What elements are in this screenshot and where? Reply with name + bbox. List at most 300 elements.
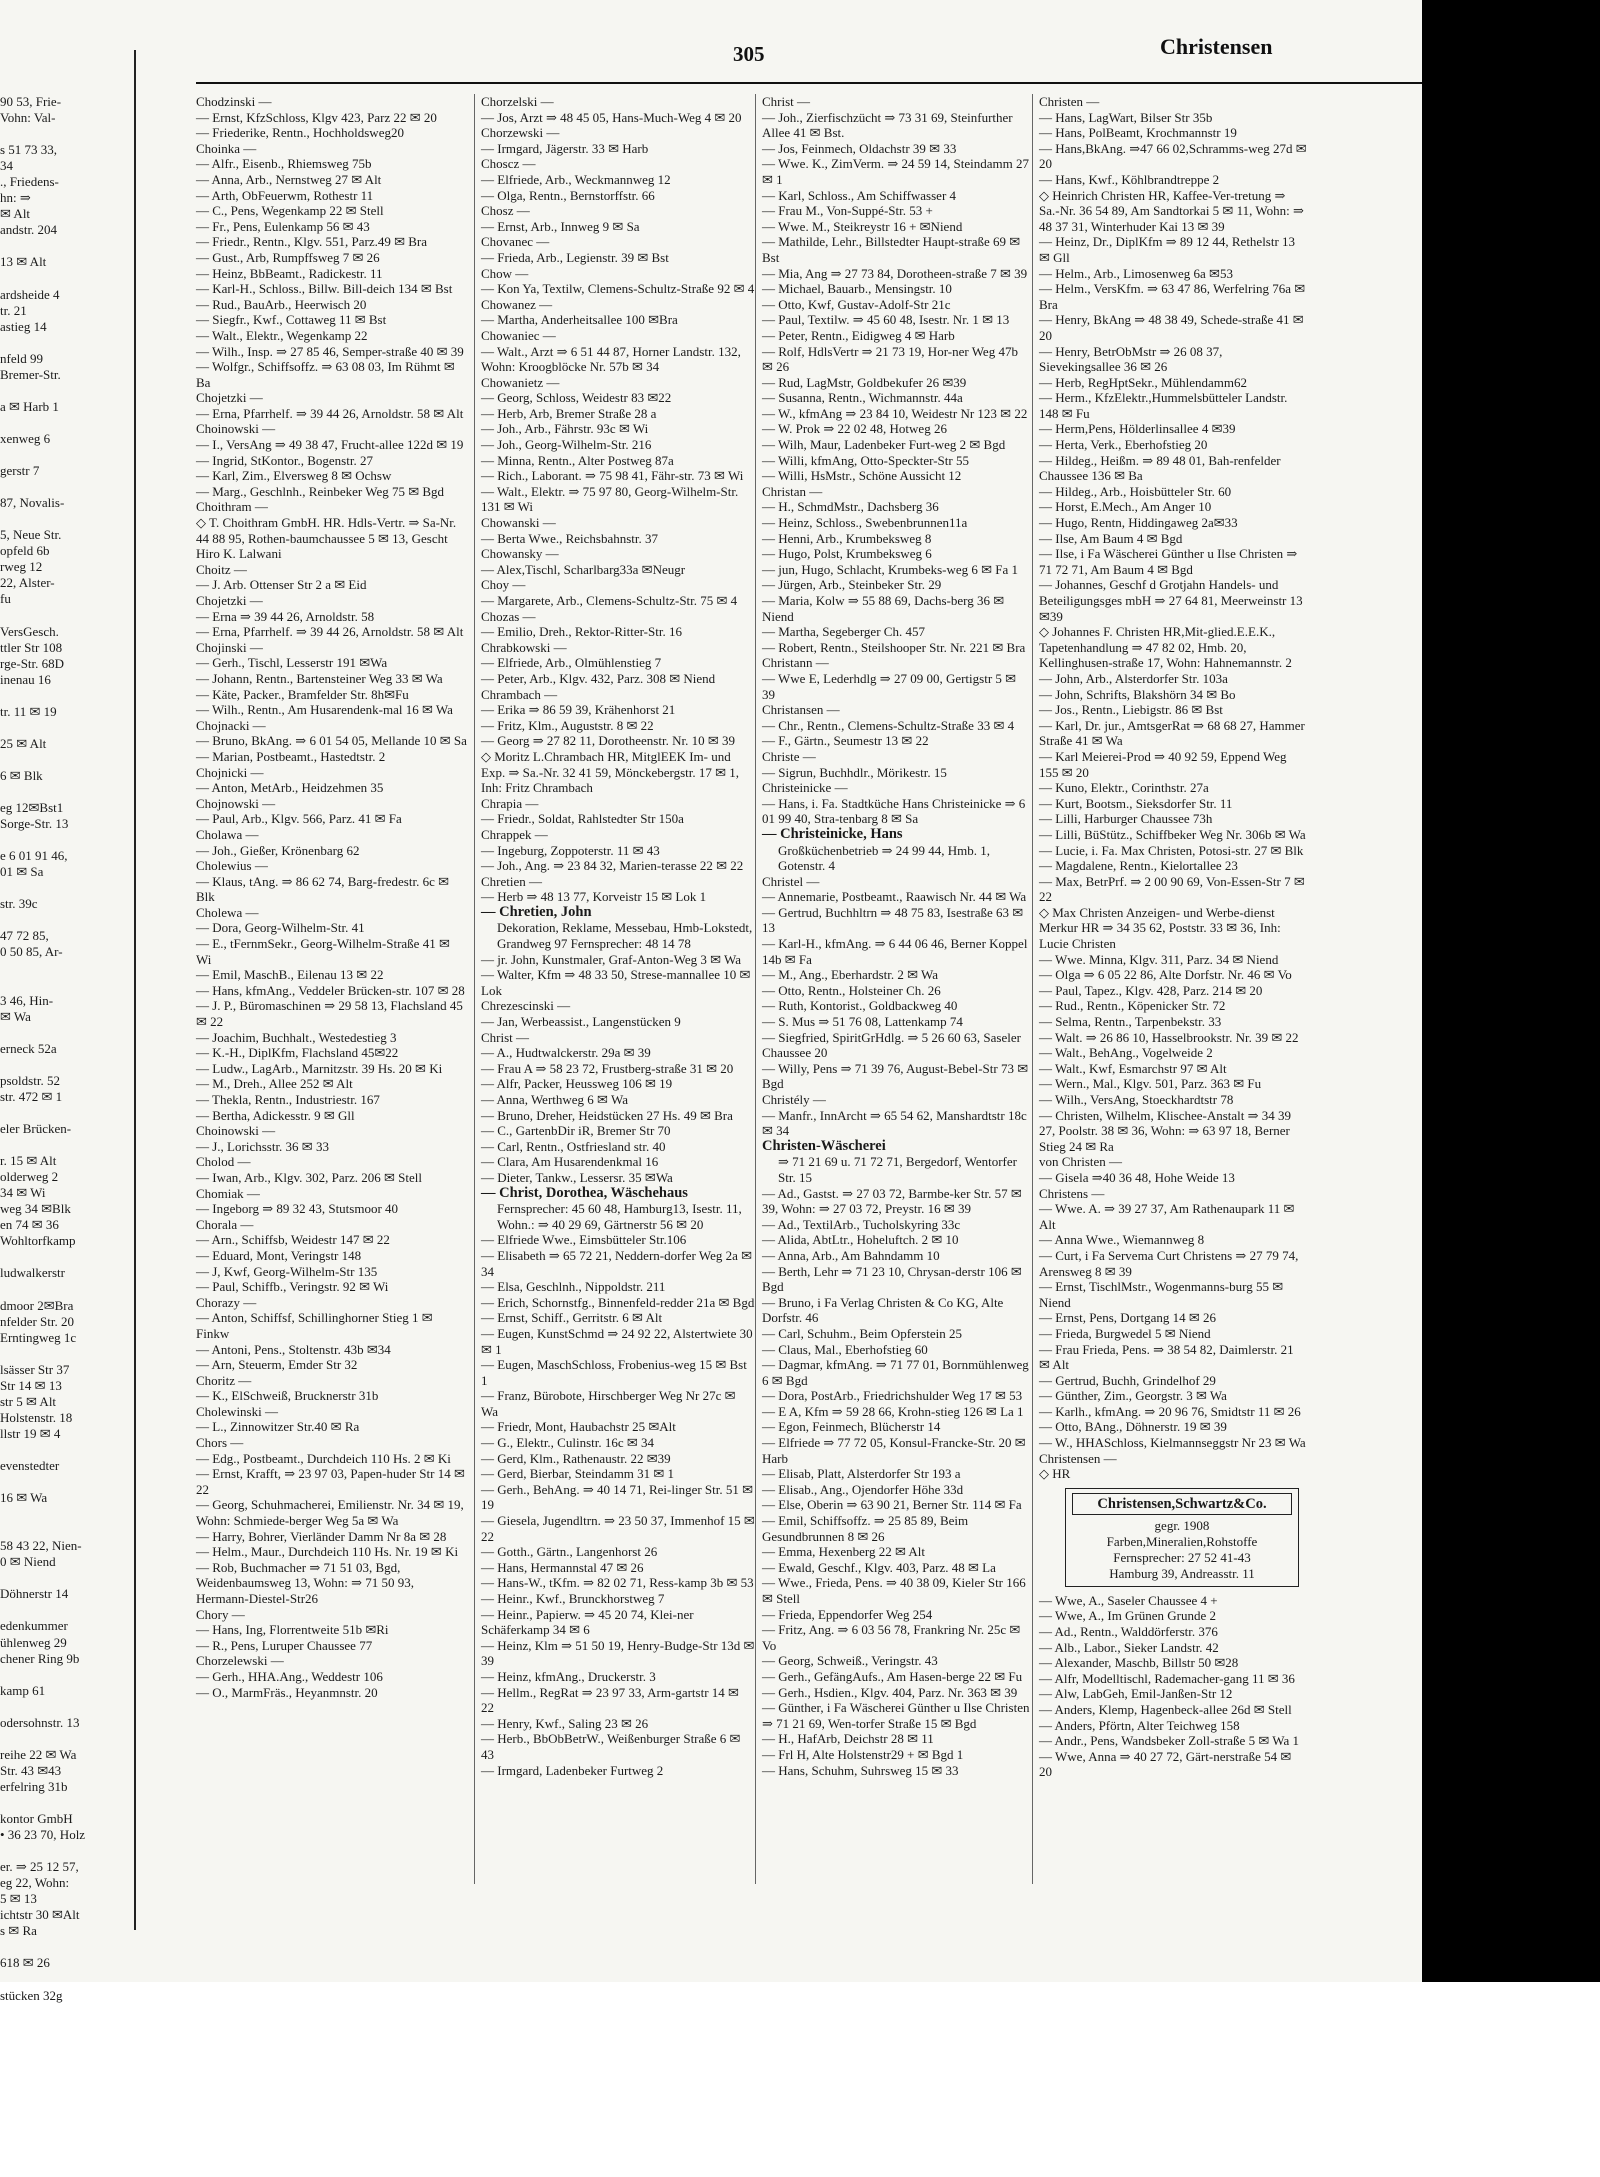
fragment-line: a ✉ Harb 1: [0, 398, 59, 414]
directory-entry: — Erich, Schornstfg., Binnenfeld-redder 21a ✉ Bgd: [481, 1294, 755, 1310]
directory-entry: — Rolf, HdlsVertr ⇒ 21 73 19, Hor-ner Weg 47b ✉ 26: [762, 343, 1018, 375]
fragment-line: 90 53, Frie-: [0, 94, 62, 109]
directory-entry: — Arn., Schiffsb, Weidestr 147 ✉ 22: [196, 1232, 390, 1248]
directory-entry: — Walt., Kwf, Esmarchstr 97 ✉ Alt: [1039, 1060, 1227, 1076]
fragment-line: 5, Neue Str.: [0, 527, 62, 543]
directory-entry: — Johannes, Geschf d Grotjahn Handels- und Beteiligungsges mbH ⇒ 27 64 81, Meerweinstr 13 ✉39: [1039, 577, 1303, 624]
fragment-line: [0, 1971, 132, 1987]
directory-entry: — Frl H, Alte Holstenstr29 + ✉ Bgd 1: [762, 1746, 964, 1762]
directory-entry: — Heinz, BbBeamt., Radickestr. 11: [196, 265, 383, 281]
directory-entry: — Curt, i Fa Servema Curt Christens ⇒ 27 79 74, Arensweg 8 ✉ 39: [1039, 1247, 1299, 1279]
directory-entry: Chrezescinski —: [481, 998, 571, 1014]
fragment-line: 22, Alster-: [0, 575, 55, 591]
directory-entry: — Peter, Rentn., Eidigweg 4 ✉ Harb: [762, 327, 955, 343]
fragment-line: gerstr 7: [0, 463, 40, 479]
directory-entry: — W., kfmAng ⇒ 23 84 10, Weidestr Nr 123 ✉ 22: [762, 405, 1028, 421]
directory-entry: — Emma, Hexenberg 22 ✉ Alt: [762, 1544, 926, 1560]
fragment-line: [0, 961, 132, 977]
directory-entry: — Alida, AbtLtr., Hoheluftch. 2 ✉ 10: [762, 1232, 959, 1248]
directory-entry: — Ilse, i Fa Wäscherei Günther u Ilse Christen ⇒ 71 72 71, Am Baum 4 ✉ Bgd: [1039, 546, 1298, 577]
directory-entry: — Elsa, Geschlnh., Nippoldstr. 211: [481, 1279, 666, 1295]
fragment-line: s 51 73 33,: [0, 142, 58, 158]
directory-entry: — Dagmar, kfmAng. ⇒ 71 77 01, Bornmühlenweg 6 ✉ Bgd: [762, 1357, 1029, 1388]
directory-entry: — Lilli, Harburger Chaussee 73h: [1039, 811, 1213, 827]
directory-entry: — Heinr., Papierw. ⇒ 45 20 74, Klei-ner Schäferkamp 34 ✉ 6: [481, 1606, 694, 1638]
fragment-line: kontor GmbH: [0, 1811, 73, 1827]
directory-entry: Chojnicki —: [196, 764, 264, 780]
fragment-line: 0 50 85, Ar-: [0, 944, 63, 960]
fragment-line: lsässer Str 37: [0, 1361, 70, 1377]
fragment-line: [0, 1025, 132, 1041]
directory-entry: — Karl, Zim., Elversweg 8 ✉ Ochsw: [196, 468, 392, 484]
directory-entry: Christel —: [762, 873, 820, 889]
directory-entry: Chojetzki —: [196, 390, 263, 406]
directory-entry: — Walt., BehAng., Vogelweide 2: [1039, 1045, 1213, 1061]
directory-entry: — Frieda, Burgwedel 5 ✉ Niend: [1039, 1325, 1211, 1341]
directory-entry: ◇ Heinrich Christen HR, Kaffee-Ver-tretung ⇒ Sa.-Nr. 36 54 89, Am Sandtorkai 5 ✉ 11, Wohn: ⇒ 48 37 31, Winterhuder Kai 13 ✉ 39: [1039, 187, 1304, 234]
running-head: Christensen: [1160, 34, 1273, 59]
directory-entry: — J, Kwf, Georg-Wilhelm-Str 135: [196, 1263, 378, 1279]
fragment-line: er. ⇒ 25 12 57,: [0, 1859, 79, 1875]
directory-entry: — Paul, Arb., Klgv. 566, Parz. 41 ✉ Fa: [196, 811, 402, 827]
directory-entry: — R., Pens, Luruper Chaussee 77: [196, 1637, 373, 1653]
directory-entry: — Edg., Postbeamt., Durchdeich 110 Hs. 2 ✉ Ki: [196, 1450, 451, 1466]
directory-entry: Chorazy —: [196, 1294, 257, 1310]
directory-entry: Chorala —: [196, 1216, 254, 1232]
directory-entry: — Hugo, Rentn, Hiddingaweg 2a✉33: [1039, 515, 1238, 531]
directory-entry: — Paul, Schiffb., Veringstr. 92 ✉ Wi: [196, 1279, 389, 1295]
directory-entry: Christe —: [762, 748, 816, 764]
directory-entry: — Carl, Rentn., Ostfriesland str. 40: [481, 1138, 666, 1154]
directory-entry: — Robert, Rentn., Steilshooper Str. Nr. 221 ✉ Bra: [762, 639, 1026, 655]
directory-entry: — Kurt, Bootsm., Sieksdorfer Str. 11: [1039, 795, 1233, 811]
directory-entry: — Heinz, Klm ⇒ 51 50 19, Henry-Budge-Str 13d ✉ 39: [481, 1637, 755, 1669]
directory-entry: — Manfr., InnArcht ⇒ 65 54 62, Manshardtstr 18c ✉ 34: [762, 1107, 1027, 1139]
directory-entry: — Anders, Klemp, Hagenbeck-allee 26d ✉ Stell: [1039, 1702, 1292, 1717]
fragment-line: s ✉ Ra: [0, 1923, 37, 1939]
directory-entry: — Hans, PolBeamt, Krochmannstr 19: [1039, 125, 1237, 141]
directory-entry: Chrapia —: [481, 795, 539, 811]
fragment-line: astieg 14: [0, 318, 47, 334]
directory-entry: — Hans, Hermannstal 47 ✉ 26: [481, 1559, 644, 1575]
directory-entry: — Walt., Elektr. ⇒ 75 97 80, Georg-Wilhelm-Str. 131 ✉ Wi: [481, 483, 739, 515]
directory-entry: Chozas —: [481, 608, 536, 624]
directory-entry: — Elisab., Ang., Ojendorfer Höhe 33d: [762, 1481, 964, 1497]
directory-entry: — Joachim, Buchhalt., Westedestieg 3: [196, 1029, 397, 1045]
directory-entry: — K., ElSchweiß, Brucknerstr 31b: [196, 1388, 379, 1404]
directory-entry: Chorzewski —: [481, 125, 560, 141]
directory-entry: — Magdalene, Rentn., Kielortallee 23: [1039, 858, 1238, 874]
directory-entry: Choscz —: [481, 156, 536, 172]
directory-entry: — Fritz, Ang. ⇒ 6 03 56 78, Frankring Nr. 25c ✉ Vo: [762, 1622, 1021, 1653]
fragment-line: ardsheide 4: [0, 286, 60, 302]
directory-entry: ◇ Max Christen Anzeigen- und Werbe-dienst Merkur HR ⇒ 34 35 62, Poststr. 33 ✉ 36, Inh: Lucie Christen: [1039, 904, 1281, 952]
directory-entry: — Fr., Pens, Eulenkamp 56 ✉ 43: [196, 218, 370, 234]
directory-entry: — Maria, Kolw ⇒ 55 88 69, Dachs-berg 36 ✉ Niend: [762, 593, 1005, 624]
directory-entry: — H., HafArb, Deichstr 28 ✉ 11: [762, 1731, 934, 1747]
directory-entry: — Alex,Tischl, Scharlbarg33a ✉Neugr: [481, 561, 686, 577]
fragment-line: [0, 1137, 132, 1153]
fragment-line: weg 34 ✉Blk: [0, 1201, 71, 1217]
directory-entry: — Paul, Tapez., Klgv. 428, Parz. 214 ✉ 20: [1039, 982, 1263, 998]
fragment-line: Vohn: Val-: [0, 110, 56, 126]
directory-entry: Chowaniec —: [481, 327, 556, 343]
fragment-line: [0, 1057, 132, 1073]
directory-entry: — Minna, Rentn., Alter Postweg 87a: [481, 452, 674, 468]
directory-entry: — Herb, Arb, Bremer Straße 28 a: [481, 405, 657, 421]
directory-entry: — Friedr, Mont, Haubachstr 25 ✉Alt: [481, 1419, 676, 1435]
fragment-line: eler Brücken-: [0, 1121, 72, 1136]
directory-entry: — Friedr., Rentn., Klgv. 551, Parz.49 ✉ Bra: [196, 234, 428, 250]
advertisement-line: Hamburg 39, Andreasstr. 11: [1109, 1565, 1255, 1581]
directory-entry: — Emil, MaschB., Eilenau 13 ✉ 22: [196, 967, 384, 983]
fragment-line: [0, 1281, 132, 1297]
directory-entry: ◇ T. Choithram GmbH. HR. Hdls-Vertr. ⇒ Sa-Nr. 44 88 95, Rothen-baumchaussee 5 ✉ 13, Gescht Hiro K. Lalwani: [196, 515, 457, 562]
directory-entry: — Ludw., LagArb., Marnitzstr. 39 Hs. 20 ✉ Ki: [196, 1060, 443, 1076]
fragment-line: ✉ Alt: [0, 206, 31, 222]
directory-entry: — Walt., Elektr., Wegenkamp 22: [196, 327, 368, 343]
directory-entry: Chovanec —: [481, 234, 550, 250]
directory-entry: Choy —: [481, 577, 526, 593]
directory-entry: — Dora, PostArb., Friedrichshulder Weg 17 ✉ 53: [762, 1388, 1023, 1404]
directory-entry: Dekoration, Reklame, Messebau, Hmb-Lokstedt, Grandweg 97 Fernsprecher: 48 14 78: [497, 920, 753, 952]
directory-entry: Christensen —: [1039, 1450, 1117, 1466]
directory-entry: — Ernst, KfzSchloss, Klgv 423, Parz 22 ✉ 20: [196, 109, 437, 125]
directory-entry: — Hugo, Polst, Krumbeksweg 6: [762, 546, 932, 562]
directory-entry: — Walt. ⇒ 26 86 10, Hasselbrookstr. Nr. 39 ✉ 22: [1039, 1029, 1299, 1045]
directory-entry: — Irmgard, Ladenbeker Furtweg 2: [481, 1762, 664, 1778]
directory-entry: — L., Zinnowitzer Str.40 ✉ Ra: [196, 1419, 360, 1435]
directory-entry: — Alw, LabGeh, Emil-Janßen-Str 12: [1039, 1686, 1233, 1702]
directory-entry: Choinowski —: [196, 1123, 276, 1139]
fragment-line: [0, 1939, 132, 1955]
fragment-line: Str. 43 ✉43: [0, 1762, 62, 1778]
directory-entry: — Wolfgr., Schiffsoffz. ⇒ 63 08 03, Im Rühmt ✉ Ba: [196, 359, 455, 390]
directory-entry: — Käte, Packer., Bramfelder Str. 8h✉Fu: [196, 686, 409, 702]
directory-entry: Chrappek —: [481, 826, 548, 842]
directory-entry: — Alfr., Eisenb., Rhiemsweg 75b: [196, 156, 372, 172]
fragment-line: [0, 752, 132, 768]
directory-entry: — Rud, LagMstr, Goldbekufer 26 ✉39: [762, 374, 967, 390]
directory-entry: — Egon, Feinmech, Blücherstr 14: [762, 1419, 941, 1435]
directory-entry: — Otto, BAng., Döhnerstr. 19 ✉ 39: [1039, 1419, 1227, 1435]
fragment-line: [0, 479, 132, 495]
directory-entry: von Christen —: [1039, 1154, 1123, 1170]
directory-entry: Cholewius —: [196, 858, 268, 874]
directory-entry: ◇ HR: [1039, 1466, 1071, 1482]
directory-entry: — jun, Hugo, Schlacht, Krumbeks-weg 6 ✉ Fa 1: [762, 561, 1019, 577]
header-rule: [196, 82, 1422, 84]
fragment-line: andstr. 204: [0, 222, 58, 238]
fragment-line: fu: [0, 591, 11, 607]
fragment-line: 3 46, Hin-: [0, 992, 54, 1008]
directory-entry: — Marg., Geschlnh., Reinbeker Weg 75 ✉ Bgd: [196, 483, 445, 499]
directory-entry: — Gerh., BehAng. ⇒ 40 14 71, Rei-linger Str. 51 ✉ 19: [481, 1481, 754, 1513]
column-4: [1032, 94, 1307, 1884]
fragment-line: stücken 32g: [0, 1987, 63, 2003]
directory-entry: — Olga, Rentn., Bernstorffstr. 66: [481, 187, 655, 203]
directory-entry: — Michael, Bauarb., Mensingstr. 10: [762, 281, 952, 297]
directory-entry: — Ilse, Am Baum 4 ✉ Bgd: [1039, 530, 1183, 546]
directory-entry: — Hans, kfmAng., Veddeler Brücken-str. 107 ✉ 28: [196, 982, 465, 998]
fragment-line: [0, 1795, 132, 1811]
directory-entry: Choinka —: [196, 140, 257, 156]
fragment-line: [0, 271, 132, 287]
directory-entry: — Heinz, Dr., DiplKfm ⇒ 89 12 44, Rethelstr 13 ✉ Gll: [1039, 234, 1296, 265]
directory-entry: — Eugen, KunstSchmd ⇒ 24 92 22, Alstertwiete 30 ✉ 1: [481, 1325, 753, 1357]
directory-entry: — Annemarie, Postbeamt., Raawisch Nr. 44 ✉ Wa: [762, 889, 1027, 905]
directory-entry: — Henry, BkAng ⇒ 48 38 49, Schede-straße 41 ✉ 20: [1039, 312, 1304, 343]
directory-entry: — Thekla, Rentn., Industriestr. 167: [196, 1092, 380, 1107]
fragment-line: [0, 912, 132, 928]
directory-entry: Chow —: [481, 265, 529, 281]
directory-entry: — Dieter, Tankw., Lessersr. 35 ✉Wa: [481, 1169, 673, 1185]
directory-entry: — Erika ⇒ 86 59 39, Krähenhorst 21: [481, 702, 676, 718]
directory-entry: Choinowski —: [196, 421, 276, 437]
fragment-line: nfeld 99: [0, 350, 43, 366]
fragment-line: 25 ✉ Alt: [0, 735, 47, 751]
directory-entry: — Elfriede, Arb., Olmühlenstieg 7: [481, 655, 662, 671]
directory-entry: — Frau Frieda, Pens. ⇒ 38 54 82, Daimlerstr. 21 ✉ Alt: [1039, 1341, 1294, 1373]
directory-entry: — Klaus, tAng. ⇒ 86 62 74, Barg-fredestr. 6c ✉ Blk: [196, 873, 449, 905]
directory-entry: — Heinz, kfmAng., Druckerstr. 3: [481, 1668, 656, 1684]
directory-entry: Choritz —: [196, 1372, 252, 1388]
directory-entry: — Ad., Rentn., Walddörferstr. 376: [1039, 1624, 1218, 1640]
directory-entry: Cholewinski —: [196, 1403, 278, 1419]
directory-entry: — Dora, Georg-Wilhelm-Str. 41: [196, 920, 365, 936]
directory-entry: — Anna, Arb., Am Bahndamm 10: [762, 1247, 940, 1263]
fragment-line: VersGesch.: [0, 623, 59, 639]
previous-page-fragment: [0, 94, 132, 2003]
directory-entry: — J., Lorichsstr. 36 ✉ 33: [196, 1138, 329, 1154]
directory-entry: — Henry, BetrObMstr ⇒ 26 08 37, Sievekingsallee 36 ✉ 26: [1039, 343, 1223, 375]
directory-entry: Chorzelski —: [481, 94, 554, 109]
directory-entry: — Wilh., Insp. ⇒ 27 85 46, Semper-straße 40 ✉ 39: [196, 343, 464, 359]
directory-entry: — Gotth., Gärtn., Langenhorst 26: [481, 1544, 658, 1560]
directory-entry: — Gerh., HHA.Ang., Weddestr 106: [196, 1668, 383, 1684]
fragment-line: erneck 52a: [0, 1040, 57, 1056]
directory-entry: — Erna, Pfarrhelf. ⇒ 39 44 26, Arnoldstr. 58 ✉ Alt: [196, 624, 464, 640]
directory-entry: — Arth, ObFeuerwm, Rothestr 11: [196, 187, 374, 203]
directory-entry: — Jürgen, Arb., Steinbeker Str. 29: [762, 577, 942, 593]
directory-entry: — F., Gärtn., Seumestr 13 ✉ 22: [762, 733, 929, 749]
directory-entry: — Max, BetrPrf. ⇒ 2 00 90 69, Von-Essen-Str 7 ✉ 22: [1039, 873, 1305, 905]
directory-entry: — Ewald, Geschf., Klgv. 403, Parz. 48 ✉ La: [762, 1559, 996, 1575]
directory-entry: — Hans,BkAng. ⇒47 66 02,Schramms-weg 27d ✉ 20: [1039, 140, 1307, 172]
directory-entry: — Jos, Arzt ⇒ 48 45 05, Hans-Much-Weg 4 ✉ 20: [481, 109, 742, 125]
directory-entry: — Hellm., RegRat ⇒ 23 97 33, Arm-gartstr 14 ✉ 22: [481, 1684, 739, 1716]
directory-entry: — Alfr, Modelltischl, Rademacher-gang 11 ✉ 36: [1039, 1670, 1295, 1686]
directory-entry: — Antoni, Pens., Stoltenstr. 43b ✉34: [196, 1341, 391, 1357]
directory-entry: — Paul, Textilw. ⇒ 45 60 48, Isestr. Nr. 1 ✉ 13: [762, 312, 1010, 328]
directory-entry: Cholod —: [196, 1154, 251, 1170]
directory-entry: — Erna ⇒ 39 44 26, Arnoldstr. 58: [196, 608, 375, 624]
column-2: [474, 94, 755, 1884]
fragment-line: [0, 1506, 132, 1522]
directory-entry: Christély —: [762, 1092, 826, 1107]
directory-entry: — Henni, Arb., Krumbeksweg 8: [762, 530, 932, 546]
directory-entry: — Alfr, Packer, Heussweg 106 ✉ 19: [481, 1076, 673, 1092]
directory-entry: — Alexander, Maschb, Billstr 50 ✉28: [1039, 1655, 1239, 1671]
directory-entry: — Lucie, i. Fa. Max Christen, Potosi-str. 27 ✉ Blk: [1039, 842, 1304, 858]
directory-entry: — Helm., Maur., Durchdeich 110 Hs. Nr. 19 ✉ Ki: [196, 1544, 459, 1560]
fragment-line: r. 15 ✉ Alt: [0, 1153, 57, 1169]
directory-entry: — Alb., Labor., Sieker Landstr. 42: [1039, 1639, 1219, 1655]
fragment-line: 5 ✉ 13: [0, 1891, 37, 1907]
directory-entry: Christann —: [762, 655, 829, 671]
directory-entry: — Joh., Gießer, Krönenbarg 62: [196, 842, 360, 858]
directory-entry: — Herta, Verk., Eberhofstieg 20: [1039, 437, 1208, 453]
advertisement-line: gegr. 1908: [1154, 1517, 1210, 1533]
directory-entry: Chowanietz —: [481, 374, 560, 390]
fragment-line: chener Ring 9b: [0, 1650, 80, 1666]
directory-entry: — Frau A ⇒ 58 23 72, Frustberg-straße 31 ✉ 20: [481, 1060, 734, 1076]
fragment-line: 47 72 85,: [0, 928, 49, 944]
directory-entry: — Jan, Werbeassist., Langenstücken 9: [481, 1014, 681, 1030]
directory-entry: — Herm,Pens, Hölderlinsallee 4 ✉39: [1039, 421, 1236, 437]
directory-entry: — Karl, Schloss., Am Schiffwasser 4: [762, 187, 957, 203]
directory-entry: — Martha, Segeberger Ch. 457: [762, 624, 925, 640]
directory-entry: — Martha, Anderheitsallee 100 ✉Bra: [481, 312, 678, 328]
fragment-line: [0, 1843, 132, 1859]
fragment-line: 34 ✉ Wi: [0, 1185, 46, 1201]
fragment-line: [0, 1522, 132, 1538]
directory-entry: — Willi, kfmAng, Otto-Speckter-Str 55: [762, 452, 969, 468]
fragment-line: ttler Str 108: [0, 639, 63, 655]
directory-entry: — Anton, MetArb., Heidzehmen 35: [196, 780, 384, 796]
directory-entry: — Anton, Schiffsf, Schillinghorner Stieg 1 ✉ Finkw: [196, 1310, 433, 1341]
directory-entry: — Walter, Kfm ⇒ 48 33 50, Strese-mannallee 10 ✉ Lok: [481, 967, 751, 998]
advertisement-title: Christensen,Schwartz&Co.: [1072, 1493, 1292, 1515]
fragment-line: rge-Str. 68D: [0, 655, 65, 671]
fragment-line: llstr 19 ✉ 4: [0, 1425, 61, 1441]
fragment-line: [0, 238, 132, 254]
fragment-line: erfelring 31b: [0, 1778, 68, 1794]
fragment-line: ludwalkerstr: [0, 1265, 65, 1281]
directory-entry: — Helm., Arb., Limosenweg 6a ✉53: [1039, 265, 1233, 281]
fragment-line: nfelder Str. 20: [0, 1313, 75, 1329]
directory-entry: — Herb ⇒ 48 13 77, Korveistr 15 ✉ Lok 1: [481, 889, 707, 905]
directory-entry: Chodzinski —: [196, 94, 272, 109]
fragment-line: [0, 1105, 132, 1121]
directory-entry: — Hans, Schuhm, Suhrsweg 15 ✉ 33: [762, 1762, 959, 1778]
directory-entry: — Bruno, BkAng. ⇒ 6 01 54 05, Mellande 10 ✉ Sa: [196, 733, 467, 749]
directory-entry: — Siegfried, SpiritGrHdlg. ⇒ 5 26 60 63, Saseler Chaussee 20: [762, 1029, 1021, 1061]
directory-entry: — Hans, Kwf., Köhlbrandtreppe 2: [1039, 171, 1220, 187]
fragment-line: xenweg 6: [0, 430, 51, 446]
directory-entry: — Wwe E, Lederhdlg ⇒ 27 09 00, Gertigstr 5 ✉ 39: [762, 670, 1017, 702]
fragment-line: [0, 1699, 132, 1715]
directory-entry: — Anna Wwe., Wiemannweg 8: [1039, 1232, 1205, 1248]
directory-entry: — Gisela ⇒40 36 48, Hohe Weide 13: [1039, 1169, 1235, 1185]
fragment-line: [0, 977, 132, 993]
fragment-line: 0 ✉ Niend: [0, 1554, 56, 1570]
directory-entry: — Frieda, Arb., Legienstr. 39 ✉ Bst: [481, 249, 669, 265]
directory-entry: Christan —: [762, 483, 823, 499]
directory-entry: — Georg ⇒ 27 82 11, Dorotheenstr. Nr. 10 ✉ 39: [481, 733, 735, 749]
directory-entry: — Frieda, Eppendorfer Weg 254: [762, 1606, 933, 1622]
page-number: 305: [733, 42, 765, 66]
directory-entry: Christ —: [762, 94, 811, 109]
directory-entry: Chomiak —: [196, 1185, 260, 1201]
directory-entry: — H., SchmdMstr., Dachsberg 36: [762, 499, 939, 515]
directory-entry: — Jos., Rentn., Liebigstr. 86 ✉ Bst: [1039, 702, 1223, 718]
directory-entry: — Ernst, Schiff., Gerritstr. 6 ✉ Alt: [481, 1310, 663, 1326]
directory-entry: — Herb., BbObBetrW., Weißenburger Straße 6 ✉ 43: [481, 1731, 741, 1762]
directory-entry: — Hans-W., tKfm. ⇒ 82 02 71, Ress-kamp 3b ✉ 53: [481, 1575, 754, 1591]
directory-entry: — E A, Kfm ⇒ 59 28 66, Krohn-stieg 126 ✉ La 1: [762, 1403, 1024, 1419]
directory-entry: — Claus, Mal., Eberhofstieg 60: [762, 1341, 928, 1357]
directory-entry: — Marian, Postbeamt., Hastedtstr. 2: [196, 748, 386, 764]
fragment-line: 34: [0, 158, 13, 174]
directory-entry: — Wern., Mal., Klgv. 501, Parz. 363 ✉ Fu: [1039, 1076, 1262, 1092]
fragment-line: [0, 720, 132, 736]
directory-entry: Christen —: [1039, 94, 1100, 109]
directory-entry: Chojnowski —: [196, 795, 276, 811]
directory-entry: — E., tFernmSekr., Georg-Wilhelm-Straße 41 ✉ Wi: [196, 936, 450, 967]
directory-entry: Großküchenbetrieb ⇒ 24 99 44, Hmb. 1, Gotenstr. 4: [778, 842, 990, 874]
directory-entry: — Rud., Rentn., Köpenicker Str. 72: [1039, 998, 1226, 1014]
directory-entry: — Friedr., Soldat, Rahlstedter Str 150a: [481, 811, 684, 827]
directory-entry: — Chr., Rentn., Clemens-Schultz-Straße 33 ✉ 4: [762, 717, 1015, 733]
directory-entry: — Clara, Am Husarendenkmal 16: [481, 1154, 659, 1170]
directory-entry: — Anna, Werthweg 6 ✉ Wa: [481, 1092, 628, 1107]
fragment-line: tr. 21: [0, 302, 27, 318]
directory-entry: — W. Prok ⇒ 22 02 48, Hotweg 26: [762, 421, 947, 437]
fragment-line: 01 ✉ Sa: [0, 864, 44, 880]
fragment-line: [0, 832, 132, 848]
fragment-line: Erntingweg 1c: [0, 1329, 77, 1345]
directory-entry: Chowanski —: [481, 515, 556, 531]
fragment-line: [0, 335, 132, 351]
directory-entry: — Frau M., Von-Suppé-Str. 53 +: [762, 203, 933, 219]
fragment-line: eg 22, Wohn:: [0, 1875, 70, 1891]
directory-entry: — Lilli, BüStütz., Schiffbeker Weg Nr. 306b ✉ Wa: [1039, 826, 1306, 842]
directory-entry: — Wwe. M., Steikreystr 16 + ✉Niend: [762, 218, 963, 234]
fragment-line: [0, 1474, 132, 1490]
directory-entry: — Ingrid, StKontor., Bogenstr. 27: [196, 452, 373, 468]
directory-entry: Chowanez —: [481, 296, 553, 312]
directory-entry: — Henry, Kwf., Saling 23 ✉ 26: [481, 1715, 649, 1731]
directory-entry: — John, Arb., Alsterdorfer Str. 103a: [1039, 670, 1228, 686]
directory-entry: — Ernst, Arb., Innweg 9 ✉ Sa: [481, 218, 640, 234]
directory-entry: — Siegfr., Kwf., Cottaweg 11 ✉ Bst: [196, 312, 387, 328]
directory-entry: ◇ Johannes F. Christen HR,Mit-glied.E.E.K., Tapetenhandlung ⇒ 47 82 02, Hmb. 20, Kellinghusen-straße 17, Wohn: Hahnemannstr. 2: [1039, 624, 1292, 671]
fragment-line: str. 39c: [0, 896, 38, 912]
fragment-line: 16 ✉ Wa: [0, 1490, 48, 1506]
column-1: [196, 94, 468, 1884]
directory-entry: — Christen, Wilhelm, Klischee-Anstalt ⇒ 34 39 27, Poolstr. 38 ✉ 36, Wohn: ⇒ 63 97 18, Berner Stieg 24 ✉ Ra: [1039, 1107, 1292, 1154]
directory-entry: — Joh., Zierfischzücht ⇒ 73 31 69, Steinfurther Allee 41 ✉ Bst.: [762, 109, 1013, 141]
directory-entry: Christeinicke —: [762, 780, 848, 796]
directory-entry: — Johann, Rentn., Bartensteiner Weg 33 ✉ Wa: [196, 670, 443, 686]
directory-entry: — Ernst, TischlMstr., Wogenmanns-burg 55 ✉ Niend: [1039, 1279, 1284, 1310]
directory-entry: — Franz, Bürobote, Hirschberger Weg Nr 27c ✉ Wa: [481, 1388, 736, 1419]
directory-entry: — Heinz, Schloss., Swebenbrunnen11a: [762, 515, 968, 531]
directory-entry: Chojnacki —: [196, 717, 266, 733]
directory-entry: — Berth, Lehr ⇒ 71 23 10, Chrysan-derstr 106 ✉ Bgd: [762, 1263, 1022, 1295]
directory-entry: — Mia, Ang ⇒ 27 73 84, Dorotheen-straße 7 ✉ 39: [762, 265, 1028, 281]
directory-entry: — Andr., Pens, Wandsbeker Zoll-straße 5 ✉ Wa 1: [1039, 1733, 1299, 1749]
directory-entry: — Bertha, Adickesstr. 9 ✉ Gll: [196, 1107, 355, 1123]
directory-entry: — Willi, HsMstr., Schöne Aussicht 12: [762, 468, 962, 484]
fragment-line: [0, 1570, 132, 1586]
directory-entry: — Harry, Bohrer, Vierländer Damm Nr 8a ✉ 28: [196, 1528, 447, 1544]
directory-entry: — Elfriede ⇒ 77 72 05, Konsul-Francke-Str. 20 ✉ Harb: [762, 1435, 1026, 1466]
directory-entry: Christansen —: [762, 702, 840, 718]
directory-entry: Chowansky —: [481, 546, 559, 562]
fragment-line: [0, 1249, 132, 1265]
